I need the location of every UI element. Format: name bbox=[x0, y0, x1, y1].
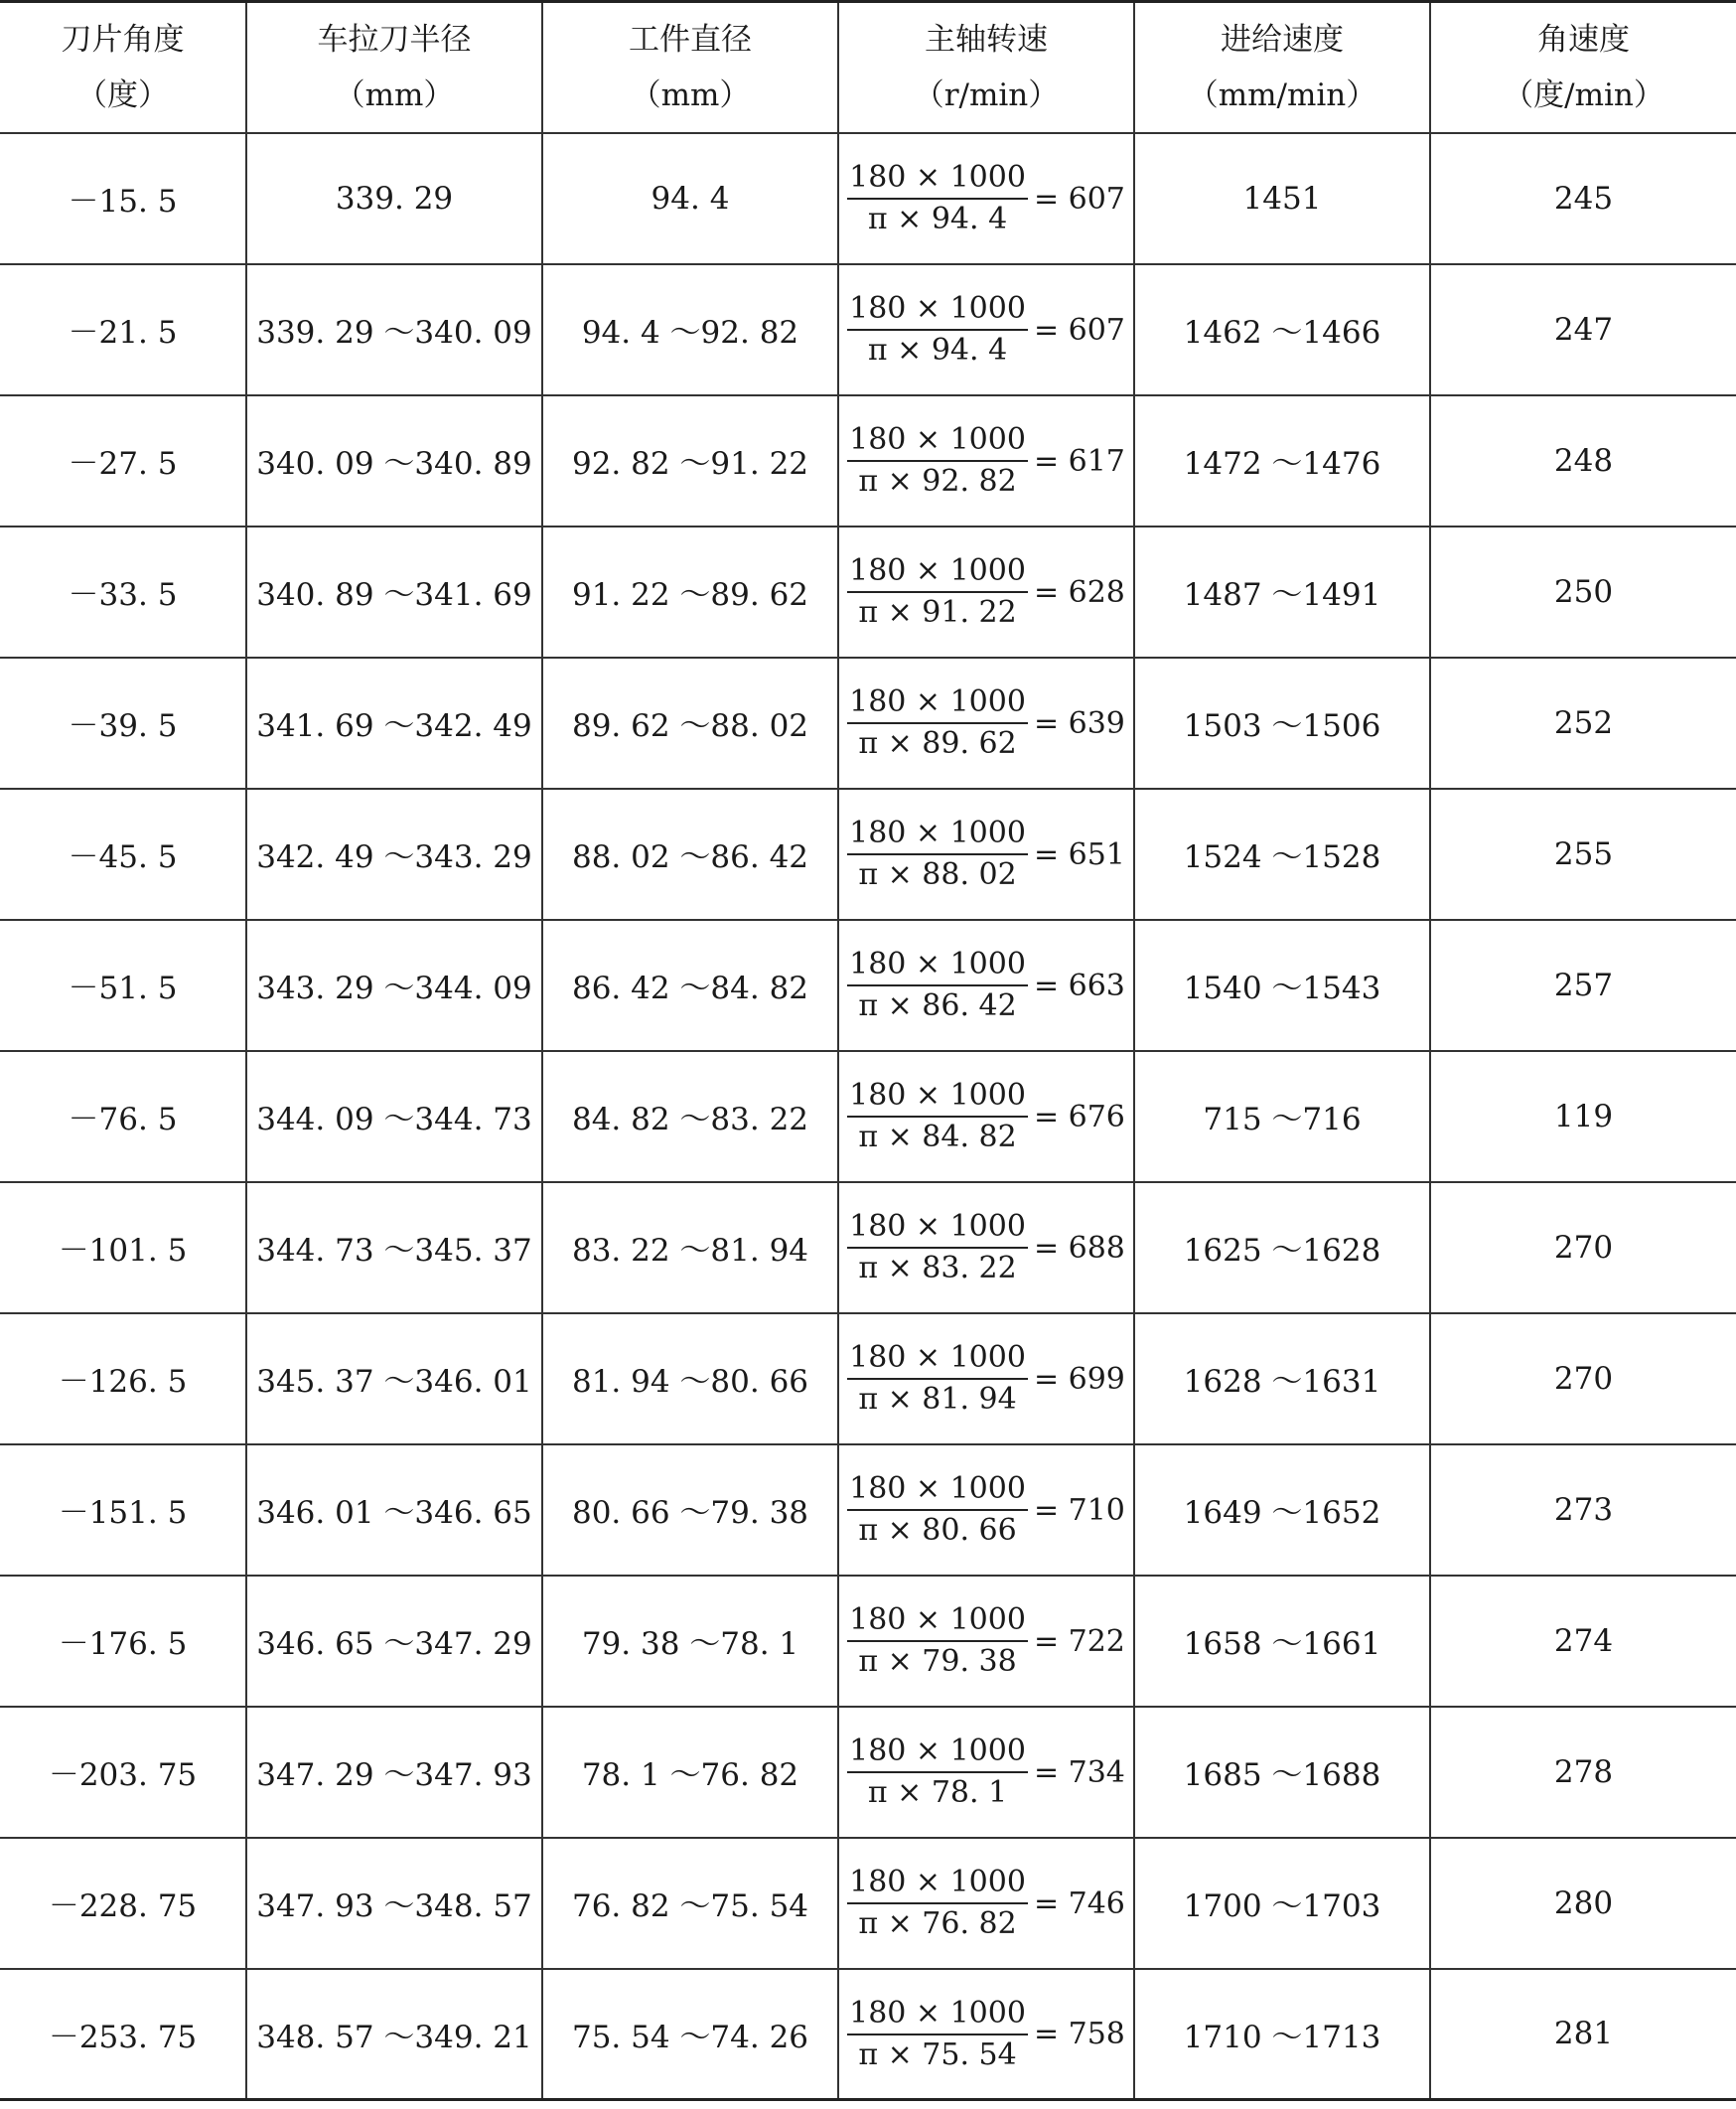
speed-result: = 663 bbox=[1033, 968, 1125, 1003]
fraction bbox=[847, 1078, 1028, 1155]
fraction-numerator: 180 × 1000 bbox=[847, 160, 1028, 200]
header-title: 角速度 bbox=[1537, 21, 1630, 58]
cell-feed-rate: 715 ～716 bbox=[1134, 1051, 1430, 1182]
cell-broach-radius: 347. 29 ～347. 93 bbox=[246, 1707, 542, 1838]
cell-workpiece-diameter: 79. 38 ～78. 1 bbox=[542, 1576, 838, 1707]
table-row bbox=[0, 133, 1736, 264]
table-body bbox=[0, 133, 1736, 2100]
table-row bbox=[0, 658, 1736, 789]
cell-feed-rate: 1487 ～1491 bbox=[1134, 527, 1430, 658]
cell-angular-velocity: 278 bbox=[1430, 1707, 1736, 1838]
cell-feed-rate: 1628 ～1631 bbox=[1134, 1313, 1430, 1444]
cell-blade-angle: －21. 5 bbox=[0, 264, 246, 395]
cell-feed-rate: 1503 ～1506 bbox=[1134, 658, 1430, 789]
fraction bbox=[847, 1996, 1028, 2073]
cell-feed-rate: 1625 ～1628 bbox=[1134, 1182, 1430, 1313]
cell-spindle-speed bbox=[838, 789, 1134, 920]
cell-spindle-speed bbox=[838, 264, 1134, 395]
cell-broach-radius: 341. 69 ～342. 49 bbox=[246, 658, 542, 789]
cell-blade-angle: －76. 5 bbox=[0, 1051, 246, 1182]
fraction-denominator: π × 88. 02 bbox=[858, 857, 1017, 892]
speed-formula bbox=[847, 1865, 1125, 1942]
cell-workpiece-diameter: 86. 42 ～84. 82 bbox=[542, 920, 838, 1051]
header-title: 车拉刀半径 bbox=[317, 21, 472, 58]
speed-result: = 607 bbox=[1033, 312, 1125, 348]
fraction-numerator: 180 × 1000 bbox=[847, 1340, 1028, 1380]
speed-result: = 699 bbox=[1033, 1361, 1125, 1397]
cell-spindle-speed bbox=[838, 1182, 1134, 1313]
header-unit: （mm） bbox=[630, 76, 751, 113]
cell-blade-angle: －253. 75 bbox=[0, 1969, 246, 2100]
cell-workpiece-diameter: 81. 94 ～80. 66 bbox=[542, 1313, 838, 1444]
table-row bbox=[0, 395, 1736, 527]
cell-broach-radius: 340. 89 ～341. 69 bbox=[246, 527, 542, 658]
table-row bbox=[0, 789, 1736, 920]
fraction bbox=[847, 1471, 1028, 1549]
cell-broach-radius: 343. 29 ～344. 09 bbox=[246, 920, 542, 1051]
cell-spindle-speed bbox=[838, 133, 1134, 264]
cell-broach-radius: 345. 37 ～346. 01 bbox=[246, 1313, 542, 1444]
speed-result: = 617 bbox=[1033, 443, 1125, 479]
speed-result: = 607 bbox=[1033, 181, 1125, 217]
header-title: 刀片角度 bbox=[61, 21, 185, 58]
header-feed-rate bbox=[1134, 2, 1430, 133]
fraction-denominator: π × 75. 54 bbox=[858, 2036, 1017, 2072]
cell-workpiece-diameter: 94. 4 bbox=[542, 133, 838, 264]
speed-result: = 722 bbox=[1033, 1623, 1125, 1659]
table-row bbox=[0, 1182, 1736, 1313]
fraction bbox=[847, 1209, 1028, 1286]
fraction-denominator: π × 76. 82 bbox=[858, 1906, 1017, 1941]
speed-formula bbox=[847, 1209, 1125, 1286]
table-row bbox=[0, 1313, 1736, 1444]
cell-spindle-speed bbox=[838, 527, 1134, 658]
header-unit: （r/min） bbox=[913, 76, 1060, 113]
speed-formula bbox=[847, 684, 1125, 762]
header-row bbox=[0, 2, 1736, 133]
cell-spindle-speed bbox=[838, 1838, 1134, 1969]
speed-result: = 676 bbox=[1033, 1099, 1125, 1134]
speed-result: = 746 bbox=[1033, 1885, 1125, 1921]
cell-spindle-speed bbox=[838, 1969, 1134, 2100]
cell-feed-rate: 1472 ～1476 bbox=[1134, 395, 1430, 527]
cell-angular-velocity: 274 bbox=[1430, 1576, 1736, 1707]
cell-broach-radius: 346. 01 ～346. 65 bbox=[246, 1444, 542, 1576]
cell-spindle-speed bbox=[838, 1313, 1134, 1444]
cell-blade-angle: －228. 75 bbox=[0, 1838, 246, 1969]
cell-blade-angle: －15. 5 bbox=[0, 133, 246, 264]
fraction bbox=[847, 1602, 1028, 1680]
speed-formula bbox=[847, 947, 1125, 1024]
table-row bbox=[0, 1051, 1736, 1182]
fraction-numerator: 180 × 1000 bbox=[847, 422, 1028, 462]
speed-formula bbox=[847, 816, 1125, 893]
cell-blade-angle: －151. 5 bbox=[0, 1444, 246, 1576]
cell-workpiece-diameter: 76. 82 ～75. 54 bbox=[542, 1838, 838, 1969]
cell-feed-rate: 1524 ～1528 bbox=[1134, 789, 1430, 920]
fraction-denominator: π × 92. 82 bbox=[858, 464, 1017, 499]
cell-broach-radius: 344. 09 ～344. 73 bbox=[246, 1051, 542, 1182]
fraction-denominator: π × 91. 22 bbox=[858, 595, 1017, 630]
speed-result: = 651 bbox=[1033, 836, 1125, 872]
speed-formula bbox=[847, 160, 1125, 237]
cell-blade-angle: －51. 5 bbox=[0, 920, 246, 1051]
cell-spindle-speed bbox=[838, 920, 1134, 1051]
fraction-numerator: 180 × 1000 bbox=[847, 291, 1028, 331]
fraction-denominator: π × 81. 94 bbox=[858, 1382, 1017, 1417]
cell-spindle-speed bbox=[838, 395, 1134, 527]
cell-angular-velocity: 270 bbox=[1430, 1313, 1736, 1444]
fraction-numerator: 180 × 1000 bbox=[847, 1733, 1028, 1773]
cell-workpiece-diameter: 94. 4 ～92. 82 bbox=[542, 264, 838, 395]
fraction-numerator: 180 × 1000 bbox=[847, 1602, 1028, 1642]
cell-broach-radius: 342. 49 ～343. 29 bbox=[246, 789, 542, 920]
cell-angular-velocity: 248 bbox=[1430, 395, 1736, 527]
fraction-denominator: π × 84. 82 bbox=[858, 1120, 1017, 1154]
cell-spindle-speed bbox=[838, 1051, 1134, 1182]
cell-angular-velocity: 252 bbox=[1430, 658, 1736, 789]
speed-formula bbox=[847, 1996, 1125, 2073]
cell-blade-angle: －45. 5 bbox=[0, 789, 246, 920]
fraction bbox=[847, 291, 1028, 369]
cell-workpiece-diameter: 80. 66 ～79. 38 bbox=[542, 1444, 838, 1576]
table-row bbox=[0, 920, 1736, 1051]
header-spindle-speed bbox=[838, 2, 1134, 133]
cell-workpiece-diameter: 91. 22 ～89. 62 bbox=[542, 527, 838, 658]
fraction-numerator: 180 × 1000 bbox=[847, 1078, 1028, 1118]
cell-angular-velocity: 280 bbox=[1430, 1838, 1736, 1969]
cell-feed-rate: 1658 ～1661 bbox=[1134, 1576, 1430, 1707]
cell-broach-radius: 347. 93 ～348. 57 bbox=[246, 1838, 542, 1969]
speed-result: = 628 bbox=[1033, 574, 1125, 610]
cell-angular-velocity: 247 bbox=[1430, 264, 1736, 395]
cell-blade-angle: －176. 5 bbox=[0, 1576, 246, 1707]
speed-result: = 710 bbox=[1033, 1492, 1125, 1528]
speed-formula bbox=[847, 1602, 1125, 1680]
cell-angular-velocity: 245 bbox=[1430, 133, 1736, 264]
fraction bbox=[847, 160, 1028, 237]
cell-blade-angle: －203. 75 bbox=[0, 1707, 246, 1838]
cell-spindle-speed bbox=[838, 1576, 1134, 1707]
cell-blade-angle: －39. 5 bbox=[0, 658, 246, 789]
header-angular-velocity bbox=[1430, 2, 1736, 133]
table-row bbox=[0, 1838, 1736, 1969]
cell-angular-velocity: 250 bbox=[1430, 527, 1736, 658]
speed-result: = 758 bbox=[1033, 2017, 1125, 2052]
table-row bbox=[0, 527, 1736, 658]
speed-result: = 688 bbox=[1033, 1230, 1125, 1266]
cell-blade-angle: －27. 5 bbox=[0, 395, 246, 527]
fraction-numerator: 180 × 1000 bbox=[847, 553, 1028, 593]
cell-spindle-speed bbox=[838, 658, 1134, 789]
cell-blade-angle: －126. 5 bbox=[0, 1313, 246, 1444]
fraction-denominator: π × 89. 62 bbox=[858, 726, 1017, 761]
header-unit: （mm/min） bbox=[1187, 76, 1377, 113]
cell-broach-radius: 348. 57 ～349. 21 bbox=[246, 1969, 542, 2100]
cell-spindle-speed bbox=[838, 1444, 1134, 1576]
speed-formula bbox=[847, 553, 1125, 631]
cell-feed-rate: 1685 ～1688 bbox=[1134, 1707, 1430, 1838]
header-blade-angle bbox=[0, 2, 246, 133]
speed-formula bbox=[847, 1471, 1125, 1549]
cell-angular-velocity: 281 bbox=[1430, 1969, 1736, 2100]
cell-broach-radius: 346. 65 ～347. 29 bbox=[246, 1576, 542, 1707]
table-row bbox=[0, 1444, 1736, 1576]
table-row bbox=[0, 1969, 1736, 2100]
speed-formula bbox=[847, 1340, 1125, 1418]
cell-workpiece-diameter: 78. 1 ～76. 82 bbox=[542, 1707, 838, 1838]
cell-feed-rate: 1451 bbox=[1134, 133, 1430, 264]
cell-workpiece-diameter: 92. 82 ～91. 22 bbox=[542, 395, 838, 527]
cell-feed-rate: 1700 ～1703 bbox=[1134, 1838, 1430, 1969]
cell-feed-rate: 1710 ～1713 bbox=[1134, 1969, 1430, 2100]
fraction-denominator: π × 79. 38 bbox=[858, 1644, 1017, 1679]
cell-broach-radius: 339. 29 bbox=[246, 133, 542, 264]
header-workpiece-diameter bbox=[542, 2, 838, 133]
cell-angular-velocity: 255 bbox=[1430, 789, 1736, 920]
cell-blade-angle: －33. 5 bbox=[0, 527, 246, 658]
fraction bbox=[847, 1865, 1028, 1942]
fraction-denominator: π × 78. 1 bbox=[867, 1775, 1008, 1810]
fraction-numerator: 180 × 1000 bbox=[847, 816, 1028, 855]
fraction-denominator: π × 80. 66 bbox=[858, 1513, 1017, 1548]
fraction bbox=[847, 422, 1028, 500]
header-title: 主轴转速 bbox=[925, 21, 1048, 58]
cell-workpiece-diameter: 88. 02 ～86. 42 bbox=[542, 789, 838, 920]
fraction bbox=[847, 1733, 1028, 1811]
cell-broach-radius: 340. 09 ～340. 89 bbox=[246, 395, 542, 527]
table-row bbox=[0, 1576, 1736, 1707]
fraction-numerator: 180 × 1000 bbox=[847, 684, 1028, 724]
speed-result: = 734 bbox=[1033, 1754, 1125, 1790]
fraction-denominator: π × 94. 4 bbox=[867, 333, 1008, 368]
cell-broach-radius: 339. 29 ～340. 09 bbox=[246, 264, 542, 395]
cell-feed-rate: 1462 ～1466 bbox=[1134, 264, 1430, 395]
header-unit: （度/min） bbox=[1503, 76, 1664, 113]
cell-spindle-speed bbox=[838, 1707, 1134, 1838]
fraction-numerator: 180 × 1000 bbox=[847, 1471, 1028, 1511]
cell-workpiece-diameter: 83. 22 ～81. 94 bbox=[542, 1182, 838, 1313]
fraction-numerator: 180 × 1000 bbox=[847, 947, 1028, 986]
speed-formula bbox=[847, 1078, 1125, 1155]
cell-broach-radius: 344. 73 ～345. 37 bbox=[246, 1182, 542, 1313]
fraction bbox=[847, 1340, 1028, 1418]
fraction bbox=[847, 684, 1028, 762]
speed-formula bbox=[847, 291, 1125, 369]
cell-angular-velocity: 119 bbox=[1430, 1051, 1736, 1182]
fraction bbox=[847, 553, 1028, 631]
cell-blade-angle: －101. 5 bbox=[0, 1182, 246, 1313]
header-unit: （度） bbox=[76, 76, 169, 113]
header-title: 工件直径 bbox=[629, 21, 752, 58]
cell-workpiece-diameter: 84. 82 ～83. 22 bbox=[542, 1051, 838, 1182]
fraction-denominator: π × 86. 42 bbox=[858, 988, 1017, 1023]
cell-feed-rate: 1649 ～1652 bbox=[1134, 1444, 1430, 1576]
cell-angular-velocity: 273 bbox=[1430, 1444, 1736, 1576]
fraction bbox=[847, 816, 1028, 893]
fraction-numerator: 180 × 1000 bbox=[847, 1996, 1028, 2035]
table-row bbox=[0, 1707, 1736, 1838]
fraction-numerator: 180 × 1000 bbox=[847, 1865, 1028, 1904]
fraction bbox=[847, 947, 1028, 1024]
header-unit: （mm） bbox=[334, 76, 455, 113]
cell-angular-velocity: 257 bbox=[1430, 920, 1736, 1051]
cell-angular-velocity: 270 bbox=[1430, 1182, 1736, 1313]
speed-formula bbox=[847, 422, 1125, 500]
fraction-denominator: π × 83. 22 bbox=[858, 1251, 1017, 1285]
cell-workpiece-diameter: 89. 62 ～88. 02 bbox=[542, 658, 838, 789]
header-title: 进给速度 bbox=[1221, 21, 1344, 58]
fraction-numerator: 180 × 1000 bbox=[847, 1209, 1028, 1249]
header-broach-radius bbox=[246, 2, 542, 133]
table-row bbox=[0, 264, 1736, 395]
cell-workpiece-diameter: 75. 54 ～74. 26 bbox=[542, 1969, 838, 2100]
fraction-denominator: π × 94. 4 bbox=[867, 202, 1008, 236]
speed-result: = 639 bbox=[1033, 705, 1125, 741]
speed-formula bbox=[847, 1733, 1125, 1811]
cell-feed-rate: 1540 ～1543 bbox=[1134, 920, 1430, 1051]
table-header bbox=[0, 2, 1736, 133]
